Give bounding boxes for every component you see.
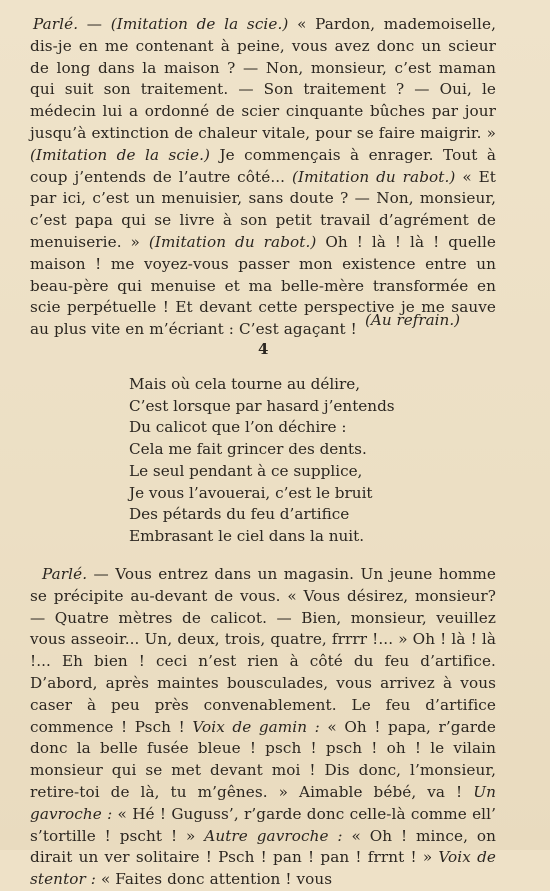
- text-run: Oh ! là ! là ! quelle maison ! me voyez-vous passer mon existence entre un beau-père qui menuise et ma belle-mère transformée en scie perpétuelle ! Et devant cette perspective je me sauve au plus vite en m’écriant : C’est agaçant !: [30, 232, 496, 339]
- italic-stage-direction: Parlé.: [42, 565, 88, 583]
- paragraph-text: [30, 564, 496, 891]
- paragraph-text: [30, 14, 496, 341]
- text-run: Je commençais à enrager. Tout à coup j’entends de l’autre côté...: [30, 145, 496, 186]
- spoken-paragraph-2: [30, 564, 496, 891]
- text-run: « Et par ici, c’est un menuisier, sans doute ? — Non, monsieur, c’est papa qui se livre à son petit travail d’agrément de menuiserie. »: [30, 167, 496, 251]
- italic-stage-direction: Voix de stentor :: [30, 848, 496, 889]
- text-run: « Oh ! mince, on dirait un ver solitaire ! Psch ! pan ! pan ! frrnt ! »: [30, 826, 496, 867]
- verse-line: Mais où cela tourne au délire,: [129, 375, 361, 393]
- italic-stage-direction: Autre gavroche :: [204, 826, 343, 845]
- verse-line: Je vous l’avouerai, c’est le bruit: [129, 483, 373, 502]
- verse-line: Du calicot que l’on déchire :: [129, 418, 347, 437]
- text-run: « Faites donc attention ! vous: [96, 870, 333, 889]
- text-run: « Hé ! Guguss’, r’garde donc celle-là comme ell’ s’tortille ! pscht ! »: [30, 804, 497, 845]
- italic-stage-direction: Un gavroche :: [30, 782, 496, 823]
- text-run: « Pardon, mademoiselle, dis-je en me contenant à peine, vous avez donc un scieur de long dans la maison ? — Non, monsieur, c’est maman qui suit son traitement. — Son traitement ? — Oui, le médecin lui a ordonné de scier cinquante bûches par jour jusqu’à extinction de chaleur vitale, pour se faire maigrir. »: [30, 15, 496, 142]
- italic-stage-direction: (Imitation de la scie.): [110, 15, 289, 33]
- verse-line: Le seul pendant à ce supplice,: [129, 461, 363, 480]
- text-run: « Oh ! papa, r’garde donc la belle fusée bleue ! psch ! psch ! oh ! le vilain monsieur qui se met devant moi ! Dis donc, l’monsieur, retire-toi de là, tu m’gênes. » Aimable bébé, va !: [30, 717, 496, 801]
- refrain-cue: (Au refrain.): [365, 311, 461, 329]
- stanza-number: 4: [258, 340, 269, 358]
- verse-line: Embrasant le ciel dans la nuit.: [129, 526, 365, 545]
- italic-stage-direction: (Imitation de la scie.): [30, 145, 211, 164]
- italic-stage-direction: Parlé.: [33, 15, 79, 33]
- verse-line: Cela me fait grincer des dents.: [129, 440, 367, 459]
- italic-stage-direction: Voix de gamin :: [192, 717, 320, 736]
- text-run: —: [78, 15, 111, 33]
- text-run: — Vous entrez dans un magasin. Un jeune homme se précipite au-devant de vous. « Vous désirez, monsieur? — Quatre mètres de calicot. — Bien, monsieur, veuillez vous asseoir... Un, deux, trois, quatre, frrrr !... » Oh ! là ! là !... Eh bien ! ceci n’est rien à côté du feu d’artifice. D’abord, après maintes bousculades, vous arrivez à vous caser à peu près convenablement. Le feu d’artifice commence ! Psch !: [30, 565, 496, 736]
- spoken-paragraph-1: [30, 14, 496, 341]
- verse-line: C’est lorsque par hasard j’entends: [129, 396, 395, 415]
- verse-stanza: [129, 374, 409, 548]
- verse-line: Des pétards du feu d’artifice: [129, 505, 350, 524]
- italic-stage-direction: (Imitation du rabot.): [291, 167, 456, 186]
- italic-stage-direction: (Imitation du rabot.): [148, 232, 317, 251]
